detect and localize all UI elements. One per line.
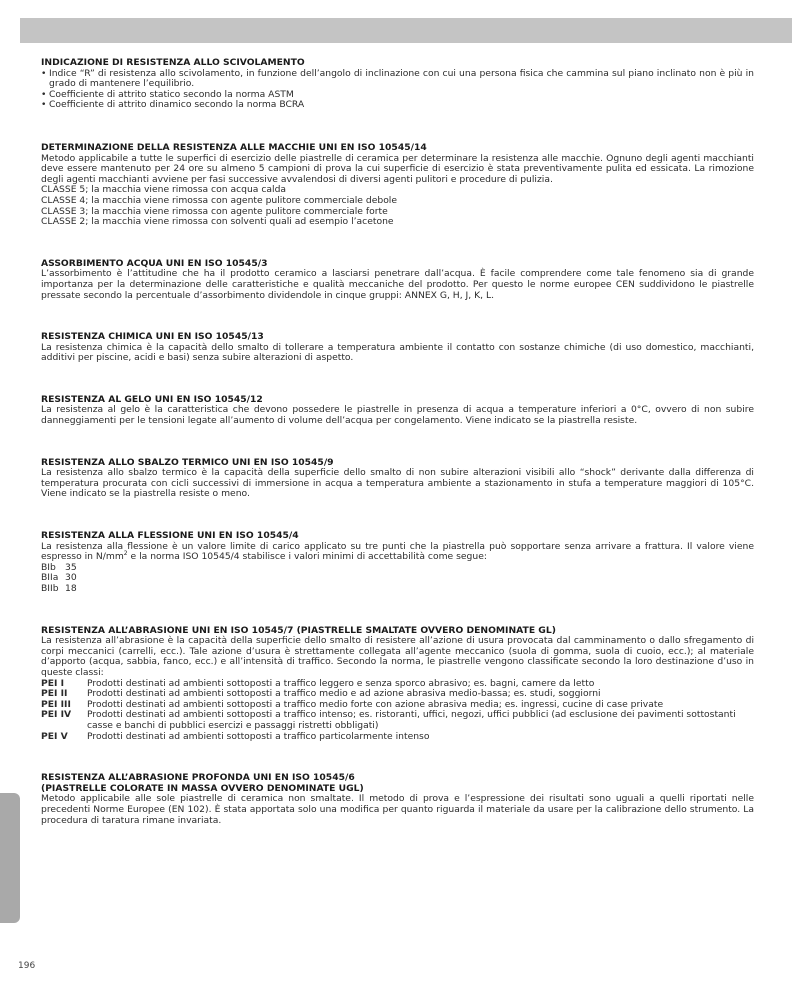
section-body: La resistenza all’abrasione è la capacità della superficie dello smalto di resistere all’azione di usura provocata dal camminamento o dallo sfregamento di corpi meccanici (carrelli, ecc.). Tale azione d’usura è strettamente collegata all’agente meccanico (suola di gomma, suola di cuoio, ecc.); al materiale d’apporto (acqua, sabbia, fanco, ecc.) e all’intensità di traffico. Secondo la norma, le piastrelle vengono classificate secondo la loro destinazione d’uso in queste classi: <box>41 635 754 678</box>
section-heading: DETERMINAZIONE DELLA RESISTENZA ALLE MACCHIE UNI EN ISO 10545/14 <box>41 141 427 153</box>
document-body <box>41 58 754 826</box>
section-heading: INDICAZIONE DI RESISTENZA ALLO SCIVOLAMENTO <box>41 57 305 68</box>
section-body: Metodo applicabile a tutte le superfici di esercizio delle piastrelle di ceramica per determinare la resistenza alle macchie. Ognuno degli agenti macchianti deve essere mantenuto per 24 ore su almeno 5 campioni di prova la cui superficie di esercizio è stata preventivamente pulita ed essicata. La rimozione degli agenti macchianti avviene per fasi successive avvalendosi di diversi agenti pulitori e procedure di pulizia. <box>41 152 754 185</box>
bullet-item: • Coefficiente di attrito dinamico secondo la norma BCRA <box>41 100 754 111</box>
section-deep-abrasion <box>41 773 754 826</box>
section-body: La resistenza alla flessione è un valore limite di carico applicato su tre punti che la piastrella può sopportare senza arrivare a frattura. Il valore viene espresso in $N/mm^2$ e la norma ISO 10545/4 stabilisce i valori minimi di accettabilità come segue: <box>41 540 754 563</box>
pei-class-row: PEI I Prodotti destinati ad ambienti sottoposti a traffico leggero e senza sporco abrasivo; es. bagni, camere da letto <box>41 677 595 689</box>
value-row: BIIa 30 <box>41 572 77 584</box>
section-subheading: (PIASTRELLE COLORATE IN MASSA OVVERO DENOMINATE UGL) <box>41 782 364 794</box>
section-heading: RESISTENZA CHIMICA UNI EN ISO 10545/13 <box>41 331 264 343</box>
section-body: Metodo applicabile alle sole piastrelle di ceramica non smaltate. Il metodo di prova e l’espressione dei risultati sono uguali a quelli riportati nelle precedenti Norme Europee (EN 102). È stata apportata solo una modifica per quanto riguarda il materiale da usare per la calibrazione dello strumento. La procedura di taratura rimane invariata. <box>41 793 754 826</box>
value-row: BIb 35 <box>41 561 77 573</box>
class-line: CLASSE 4; la macchia viene rimossa con agente pulitore commerciale debole <box>41 194 398 206</box>
class-line: CLASSE 3; la macchia viene rimossa con agente pulitore commerciale forte <box>41 205 388 217</box>
class-line: CLASSE 2; la macchia viene rimossa con solventi quali ad esempio l’acetone <box>41 216 394 228</box>
section-water-absorption <box>41 259 754 301</box>
side-tab <box>0 793 20 923</box>
section-chemical-resistance <box>41 332 754 364</box>
section-slip-resistance <box>41 58 754 111</box>
section-heading: RESISTENZA ALL’ABRASIONE UNI EN ISO 10545/7 (PIASTRELLE SMALTATE OVVERO DENOMINATE GL) <box>41 624 556 636</box>
section-heading: RESISTENZA ALL’ABRASIONE PROFONDA UNI EN ISO 10545/6 <box>41 772 355 784</box>
section-body: La resistenza al gelo è la caratteristica che devono possedere le piastrelle in presenza di acqua a temperature inferiori a 0°C, ovvero di non subire danneggiamenti per le tensioni legate all’aumento di volume dell’acqua per congelamento. Viene indicato se la piastrella resiste. <box>41 404 754 427</box>
bullet-item: • Indice “R” di resistenza allo scivolamento, in funzione dell’angolo di inclinazione con cui una persona fisica che cammina sul piano inclinato non è più in grado di mantenere l’equilibrio. <box>41 69 754 90</box>
pei-class-row: PEI II Prodotti destinati ad ambienti sottoposti a traffico medio e ad azione abrasiva medio-bassa; es. studi, soggiorni <box>41 688 601 700</box>
section-heading: RESISTENZA AL GELO UNI EN ISO 10545/12 <box>41 393 263 405</box>
section-stain-resistance <box>41 143 754 228</box>
section-body: L’assorbimento è l’attitudine che ha il prodotto ceramico a lasciarsi penetrare dall’acqua. È facile comprendere come tale fenomeno sia di grande importanza per la determinazione delle caratteristiche e qualità meccaniche del prodotto. Per questo le norme europee CEN suddividono le piastrelle pressate secondo la percentuale d’assorbimento dividendole in cinque gruppi: ANNEX G, H, J, K, L. <box>41 268 754 301</box>
section-abrasion-resistance <box>41 626 754 743</box>
pei-class-row: PEI IV Prodotti destinati ad ambienti sottoposti a traffico intenso; es. ristoranti, uffici, negozi, uffici pubblici (ad esclusione dei pavimenti sottostanti casse e banchi di pubblici esercizi e passaggi ristretti obbligati) <box>41 709 736 731</box>
bullet-item: • Coefficiente di attrito statico secondo la norma ASTM <box>41 90 754 101</box>
section-thermal-shock <box>41 458 754 500</box>
section-frost-resistance <box>41 395 754 427</box>
section-body: La resistenza chimica è la capacità dello smalto di tollerare a temperatura ambiente il contatto con sostanze chimiche (di uso domestico, macchianti, additivi per piscine, acidi e basi) senza subire alterazioni di aspetto. <box>41 341 754 364</box>
header-band <box>20 18 792 43</box>
section-heading: ASSORBIMENTO ACQUA UNI EN ISO 10545/3 <box>41 257 268 269</box>
pei-class-row: PEI III Prodotti destinati ad ambienti sottoposti a traffico medio forte con azione abrasiva media; es. ingressi, cucine di case private <box>41 698 664 710</box>
section-heading: RESISTENZA ALLO SBALZO TERMICO UNI EN ISO 10545/9 <box>41 456 334 468</box>
section-heading: RESISTENZA ALLA FLESSIONE UNI EN ISO 10545/4 <box>41 530 299 542</box>
value-row: BIIb 18 <box>41 583 77 594</box>
page-number: 196 <box>18 961 36 971</box>
section-bending-strength <box>41 531 754 595</box>
class-line: CLASSE 5; la macchia viene rimossa con acqua calda <box>41 184 287 196</box>
section-body: La resistenza allo sbalzo termico è la capacità della superficie dello smalto di non subire alterazioni visibili allo “shock” derivante dalla differenza di temperatura procurata con cicli successivi di immersione in acqua a temperatura ambiente a stazionamento in stufa a temperature maggiori di 105°C. Viene indicato se la piastrella resiste o meno. <box>41 467 754 500</box>
pei-class-row: PEI V Prodotti destinati ad ambienti sottoposti a traffico particolarmente intenso <box>41 730 430 742</box>
